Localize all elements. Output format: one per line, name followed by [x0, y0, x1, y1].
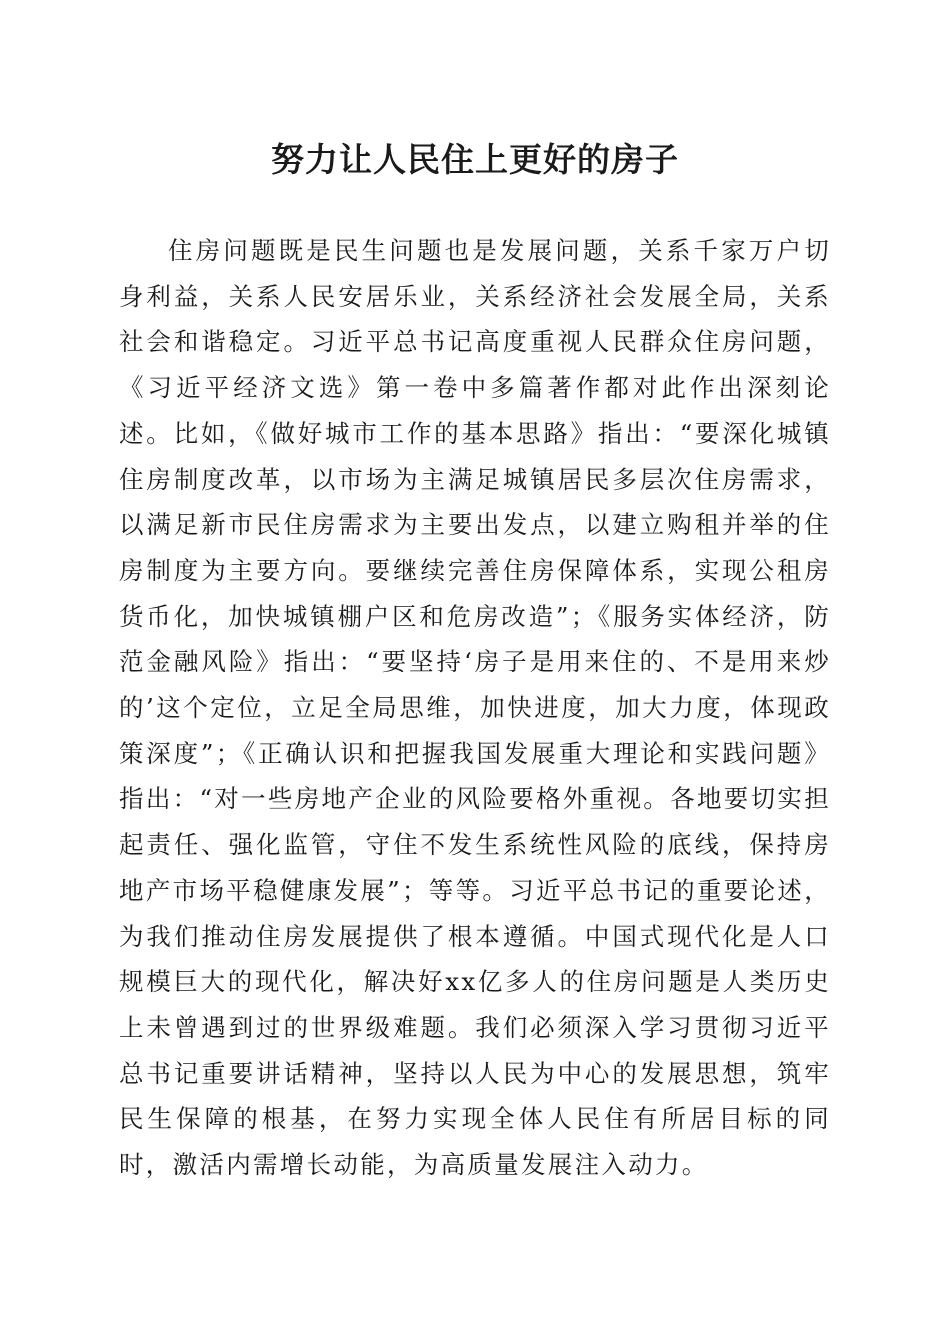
- body-paragraph: 住房问题既是民生问题也是发展问题，关系千家万户切身利益，关系人民安居乐业，关系经济社会发展全局，关系社会和谐稳定。习近平总书记高度重视人民群众住房问题，《习近平经济文选》第一卷中多篇著作都对此作出深刻论述。比如，《做好城市工作的基本思路》指出：“要深化城镇住房制度改革，以市场为主满足城镇居民多层次住房需求，以满足新市民住房需求为主要出发点，以建立购租并举的住房制度为主要方向。要继续完善住房保障体系，实现公租房货币化，加快城镇棚户区和危房改造”；《服务实体经济，防范金融风险》指出：“要坚持‘房子是用来住的、不是用来炒的’这个定位，立足全局思维，加快进度，加大力度，体现政策深度”；《正确认识和把握我国发展重大理论和实践问题》指出：“对一些房地产企业的风险要格外重视。各地要切实担起责任、强化监管，守住不发生系统性风险的底线，保持房地产市场平稳健康发展”；等等。习近平总书记的重要论述，为我们推动住房发展提供了根本遵循。中国式现代化是人口规模巨大的现代化，解决好xx亿多人的住房问题是人类历史上未曾遇到过的世界级难题。我们必须深入学习贯彻习近平总书记重要讲话精神，坚持以人民为中心的发展思想，筑牢民生保障的根基，在努力实现全体人民住有所居目标的同时，激活内需增长动能，为高质量发展注入动力。: [119, 236, 831, 1180]
- document-title: 努力让人民住上更好的房子: [271, 140, 679, 179]
